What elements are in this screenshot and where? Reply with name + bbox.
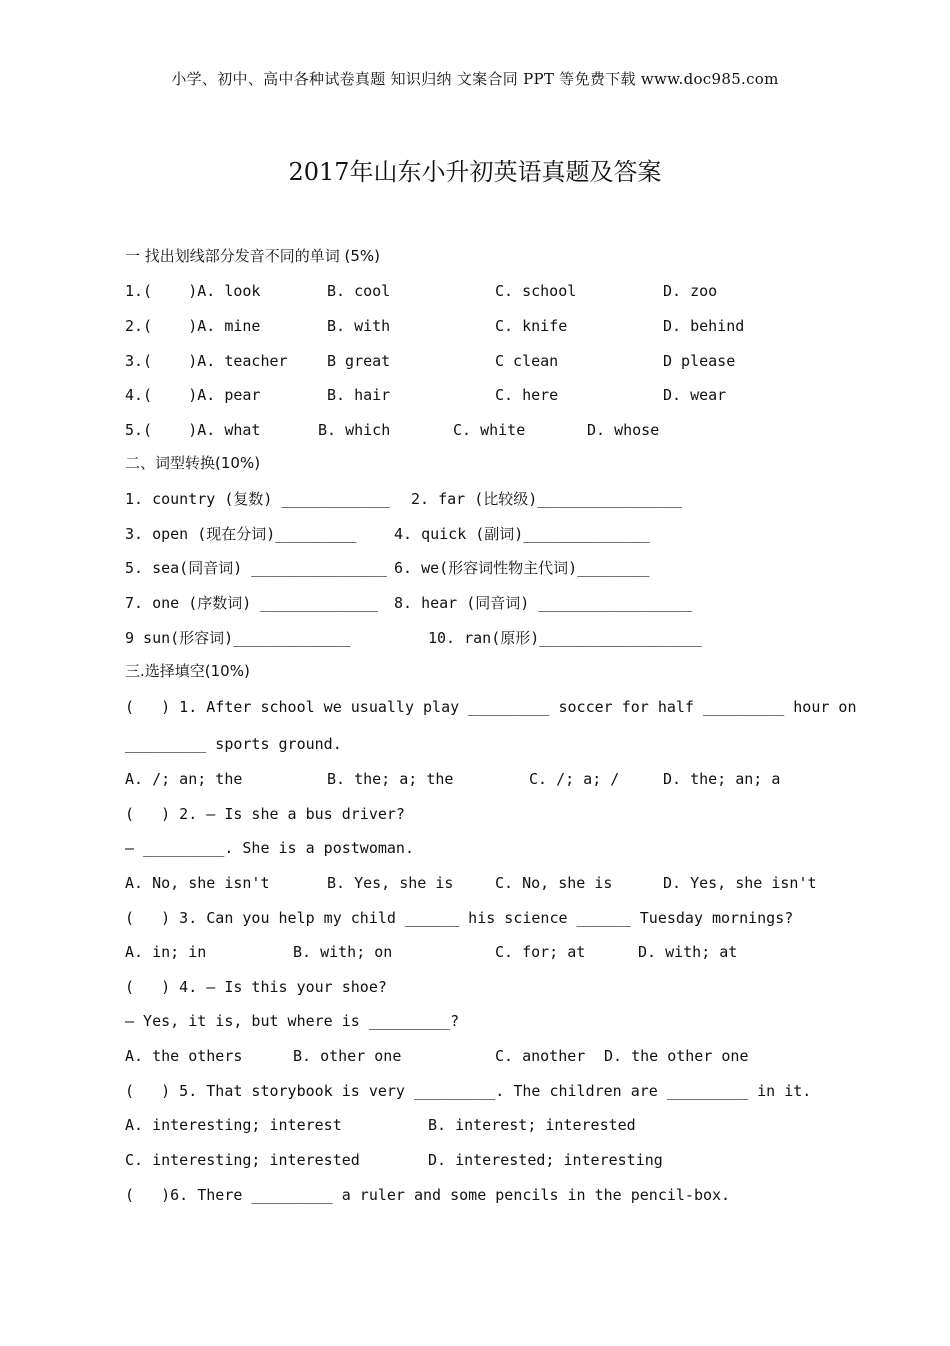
page-title: 2017年山东小升初英语真题及答案 xyxy=(288,158,662,186)
s1-q1-option-c: C. school xyxy=(495,282,577,300)
s1-question-5 xyxy=(125,419,825,441)
page-header: 小学、初中、高中各种试卷真题 知识归纳 文案合同 PPT 等免费下载 www.doc985.com xyxy=(171,70,779,88)
s1-q4-option-d: D. wear xyxy=(663,386,727,404)
s3-q4-stem-cont: — Yes, it is, but where is _________? xyxy=(125,1012,460,1030)
s3-q4-option-d: D. the other one xyxy=(604,1047,749,1065)
s3-q5-options-row1 xyxy=(125,1114,825,1136)
s1-q2-option-a: 2.( )A. mine xyxy=(125,317,261,335)
s3-q2-option-b: B. Yes, she is xyxy=(327,874,454,892)
s2-item-10: 10. ran(原形)__________________ xyxy=(428,629,702,647)
s1-q2-option-b: B. with xyxy=(327,317,391,335)
s1-q3-option-b: B great xyxy=(327,352,391,370)
s2-row-1 xyxy=(125,488,825,510)
s3-q2-stem: ( ) 2. — Is she a bus driver? xyxy=(125,805,405,823)
s2-row-3 xyxy=(125,557,825,579)
s1-q5-option-d: D. whose xyxy=(587,421,660,439)
s2-item-5: 5. sea(同音词) _______________ xyxy=(125,559,387,577)
s3-q3-option-d: D. with; at xyxy=(638,943,738,961)
s1-question-1 xyxy=(125,280,825,302)
s3-q1-stem: ( ) 1. After school we usually play _________ soccer for half _________ hour on xyxy=(125,698,857,716)
s3-q3-options xyxy=(125,941,825,963)
s2-item-8: 8. hear (同音词) _________________ xyxy=(394,594,692,612)
s3-q1-option-c: C. /; a; / xyxy=(529,770,620,788)
s1-q3-option-a: 3.( )A. teacher xyxy=(125,352,288,370)
s1-q5-option-b: B. which xyxy=(318,421,391,439)
s3-q1-stem-cont: _________ sports ground. xyxy=(125,735,342,753)
s3-q4-stem: ( ) 4. — Is this your shoe? xyxy=(125,978,387,996)
s3-q1-options xyxy=(125,768,825,790)
s3-q3-option-a: A. in; in xyxy=(125,943,207,961)
s3-q5-option-a: A. interesting; interest xyxy=(125,1116,342,1134)
s3-q3-option-b: B. with; on xyxy=(293,943,393,961)
s3-q5-option-b: B. interest; interested xyxy=(428,1116,636,1134)
s3-q2-option-c: C. No, she is xyxy=(495,874,613,892)
section2-heading: 二、词型转换(10%) xyxy=(125,454,261,472)
s2-item-2: 2. far (比较级)________________ xyxy=(411,490,682,508)
s2-item-3: 3. open (现在分词)_________ xyxy=(125,525,357,543)
s1-question-4 xyxy=(125,384,825,406)
s3-q1-option-a: A. /; an; the xyxy=(125,770,243,788)
s3-q5-option-d: D. interested; interesting xyxy=(428,1151,663,1169)
s1-question-2 xyxy=(125,315,825,337)
s3-q5-options-row2 xyxy=(125,1149,825,1171)
s3-q3-stem: ( ) 3. Can you help my child ______ his science ______ Tuesday mornings? xyxy=(125,909,794,927)
s1-question-3 xyxy=(125,350,825,372)
s3-q4-option-b: B. other one xyxy=(293,1047,402,1065)
s3-q4-options xyxy=(125,1045,825,1067)
s3-q3-option-c: C. for; at xyxy=(495,943,586,961)
s2-row-2 xyxy=(125,523,825,545)
s2-row-4 xyxy=(125,592,825,614)
s3-q1-option-d: D. the; an; a xyxy=(663,770,781,788)
s3-q2-option-a: A. No, she isn't xyxy=(125,874,270,892)
s1-q1-option-d: D. zoo xyxy=(663,282,718,300)
s3-q5-stem: ( ) 5. That storybook is very _________. The children are _________ in it. xyxy=(125,1082,812,1100)
s2-item-6: 6. we(形容词性物主代词)________ xyxy=(394,559,650,577)
s2-row-5 xyxy=(125,627,825,649)
s2-item-4: 4. quick (副词)______________ xyxy=(394,525,650,543)
s3-q5-option-c: C. interesting; interested xyxy=(125,1151,360,1169)
s2-item-7: 7. one (序数词) _____________ xyxy=(125,594,378,612)
s1-q1-option-b: B. cool xyxy=(327,282,391,300)
s1-q4-option-c: C. here xyxy=(495,386,559,404)
s3-q2-options xyxy=(125,872,825,894)
s2-item-9: 9 sun(形容词)_____________ xyxy=(125,629,351,647)
s1-q1-option-a: 1.( )A. look xyxy=(125,282,261,300)
section1-heading: 一 找出划线部分发音不同的单词 (5%) xyxy=(125,247,381,265)
s3-q2-option-d: D. Yes, she isn't xyxy=(663,874,817,892)
s3-q1-option-b: B. the; a; the xyxy=(327,770,454,788)
s3-q4-option-c: C. another xyxy=(495,1047,586,1065)
s2-item-1: 1. country (复数) ____________ xyxy=(125,490,390,508)
s3-q6-stem: ( )6. There _________ a ruler and some pencils in the pencil-box. xyxy=(125,1186,731,1204)
s1-q3-option-d: D please xyxy=(663,352,736,370)
s1-q5-option-c: C. white xyxy=(453,421,526,439)
s1-q3-option-c: C clean xyxy=(495,352,559,370)
s3-q2-stem-cont: — _________. She is a postwoman. xyxy=(125,839,414,857)
s1-q4-option-b: B. hair xyxy=(327,386,391,404)
section3-heading: 三.选择填空(10%) xyxy=(125,662,250,680)
s1-q2-option-c: C. knife xyxy=(495,317,568,335)
s3-q4-option-a: A. the others xyxy=(125,1047,243,1065)
s1-q5-option-a: 5.( )A. what xyxy=(125,421,261,439)
s1-q4-option-a: 4.( )A. pear xyxy=(125,386,261,404)
s1-q2-option-d: D. behind xyxy=(663,317,745,335)
